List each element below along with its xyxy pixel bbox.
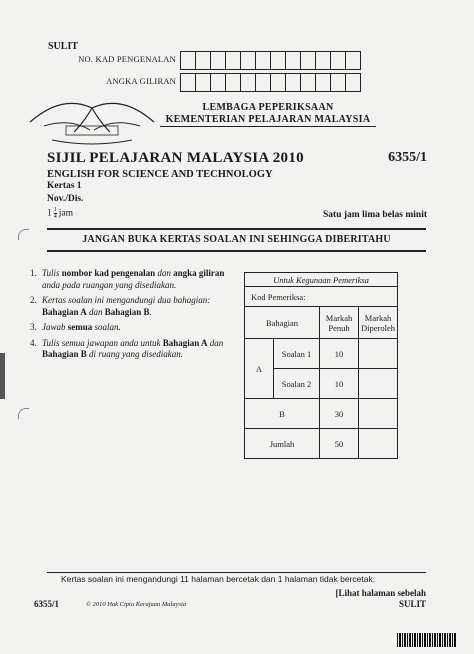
paper-code: 6355/1	[388, 150, 427, 165]
total-label: Jumlah	[245, 429, 320, 459]
section-b-obtained-field[interactable]	[359, 399, 398, 429]
index-number-boxes[interactable]	[180, 73, 361, 92]
instruction-item: 1. Tulis nombor kad pengenalan dan angka giliran anda pada ruangan yang disediakan.	[30, 268, 225, 290]
exam-board-logo-icon	[22, 92, 162, 148]
do-not-open-warning: JANGAN BUKA KERTAS SOALAN INI SEHINGGA DIBERITAHU	[82, 234, 391, 245]
section-b-full-marks: 30	[320, 399, 359, 429]
col-bahagian-header: Bahagian	[245, 307, 320, 339]
total-obtained-field[interactable]	[359, 429, 398, 459]
instruction-item: 3. Jawab semua soalan.	[30, 322, 121, 332]
binding-strip-icon	[0, 353, 5, 399]
paper-code-footer: 6355/1	[34, 599, 60, 609]
instruction-item: 2. Kertas soalan ini mengandungi dua bahagian: Bahagian A dan Bahagian B.	[30, 295, 211, 317]
section-a-cell: A	[245, 339, 274, 399]
instruction-item: 4. Tulis semua jawapan anda untuk Bahagian A dan Bahagian B di ruang yang disediakan.	[30, 337, 224, 359]
bottom-rule	[47, 250, 426, 252]
exam-session: Nov./Dis.	[47, 194, 84, 204]
soalan1-label: Soalan 1	[274, 339, 320, 369]
ic-number-label: NO. KAD PENGENALAN	[78, 54, 176, 64]
col-full-marks-header: Markah Penuh	[320, 307, 359, 339]
barcode-icon	[397, 633, 457, 647]
footer-rule	[47, 572, 426, 573]
punch-hole-mark-icon	[18, 229, 29, 240]
examiner-code-field[interactable]: Kod Pemeriksa:	[245, 287, 398, 307]
paper-number: Kertas 1	[47, 181, 82, 191]
see-next-page: [Lihat halaman sebelah	[335, 588, 426, 598]
duration-fraction: $1 \frac{1}{4}$ jam	[47, 207, 73, 220]
soalan2-full-marks: 10	[320, 369, 359, 399]
section-b-cell: B	[245, 399, 320, 429]
copyright-notice: © 2010 Hak Cipta Kerajaan Malaysia	[86, 601, 187, 608]
total-full-marks: 50	[320, 429, 359, 459]
board-name-line1: LEMBAGA PEPERIKSAAN	[202, 102, 334, 113]
board-underline	[160, 126, 376, 127]
instructions-list	[30, 268, 238, 365]
sulit-label-bottom: SULIT	[398, 599, 426, 609]
soalan2-obtained-field[interactable]	[359, 369, 398, 399]
sulit-label-top: SULIT	[48, 41, 79, 52]
examiner-marks-table	[244, 272, 398, 459]
exam-title: SIJIL PELAJARAN MALAYSIA 2010	[47, 150, 304, 166]
ic-number-boxes[interactable]	[180, 51, 361, 70]
examiner-heading: Untuk Kegunaan Pemeriksa	[245, 273, 398, 287]
duration-text: Satu jam lima belas minit	[323, 210, 427, 220]
index-number-label: ANGKA GILIRAN	[106, 76, 176, 86]
soalan2-label: Soalan 2	[274, 369, 320, 399]
subject-name: ENGLISH FOR SCIENCE AND TECHNOLOGY	[47, 169, 273, 180]
soalan1-obtained-field[interactable]	[359, 339, 398, 369]
page-count-note: Kertas soalan ini mengandungi 11 halaman bercetak dan 1 halaman tidak bercetak.	[61, 574, 376, 584]
soalan1-full-marks: 10	[320, 339, 359, 369]
board-name-line2: KEMENTERIAN PELAJARAN MALAYSIA	[165, 114, 371, 125]
col-obtained-marks-header: Markah Diperoleh	[359, 307, 398, 339]
punch-hole-mark-icon	[18, 408, 29, 419]
top-rule	[47, 228, 426, 230]
